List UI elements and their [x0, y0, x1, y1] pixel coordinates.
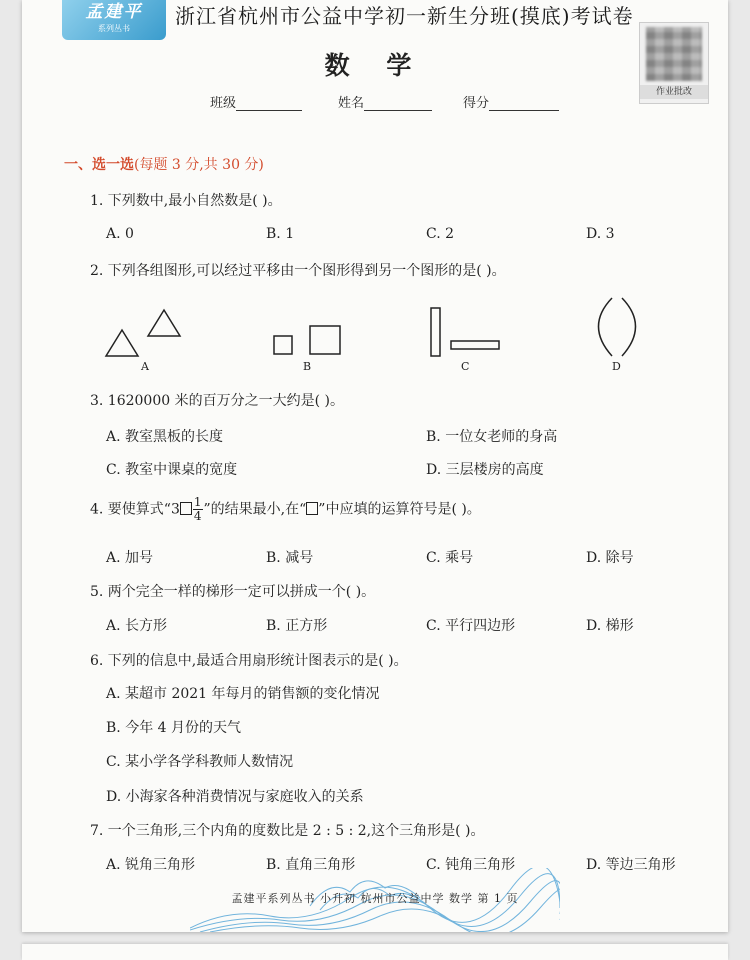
blank-box-icon	[306, 502, 318, 515]
question-3-option-d[interactable]: D. 三层楼房的高度	[426, 462, 544, 478]
question-5-option-b[interactable]: B. 正方形	[266, 618, 328, 634]
section-title: 一、选一选	[64, 157, 134, 173]
question-6-option-b[interactable]: B. 今年 4 月份的天气	[106, 720, 241, 736]
square-small	[274, 336, 292, 354]
subject-title: 数 学	[324, 51, 426, 80]
figure-label-b[interactable]: B	[303, 360, 312, 373]
section-note: (每题 3 分,共 30 分)	[134, 157, 264, 173]
logo-main-text: 孟建平	[85, 2, 143, 22]
figure-label-d[interactable]: D	[612, 360, 621, 373]
name-blank[interactable]	[364, 96, 432, 111]
score-blank[interactable]	[489, 96, 559, 111]
question-7-option-c[interactable]: C. 钝角三角形	[426, 857, 516, 873]
fraction-one-quarter	[193, 496, 203, 523]
figure-label-c[interactable]: C	[461, 360, 470, 373]
question-3-option-b[interactable]: B. 一位女老师的身高	[426, 429, 558, 445]
figure-b-squares	[274, 326, 340, 354]
class-blank[interactable]	[236, 96, 302, 111]
triangle-shifted	[148, 310, 180, 336]
score-field[interactable]	[463, 92, 559, 111]
next-page-edge	[22, 944, 728, 960]
name-label: 姓名	[338, 96, 365, 111]
name-field[interactable]	[338, 92, 432, 111]
question-1-option-c[interactable]: C. 2	[426, 226, 455, 242]
question-4-option-b[interactable]: B. 减号	[266, 550, 314, 566]
question-4-option-c[interactable]: C. 乘号	[426, 550, 474, 566]
question-4-stem	[90, 496, 481, 523]
score-label: 得分	[463, 96, 490, 111]
page-footer: 孟建平系列丛书 小升初 杭州市公益中学 数学 第 1 页	[231, 892, 519, 905]
question-3-stem: 3. 1620000 米的百万分之一大约是( )。	[90, 393, 344, 409]
square-large	[310, 326, 340, 354]
bar-vertical	[431, 308, 440, 356]
question-6-option-d[interactable]: D. 小海家各种消费情况与家庭收入的关系	[106, 789, 364, 805]
figure-c-bars	[431, 308, 499, 356]
bar-horizontal	[451, 341, 499, 349]
figure-d-arcs	[599, 298, 636, 356]
question-7-stem: 7. 一个三角形,三个内角的度数比是 2 : 5 : 2,这个三角形是( )。	[90, 823, 485, 839]
question-5-option-a[interactable]: A. 长方形	[106, 618, 168, 634]
class-field[interactable]	[210, 92, 302, 111]
arc-left	[599, 298, 613, 356]
question-5-stem: 5. 两个完全一样的梯形一定可以拼成一个( )。	[90, 584, 376, 600]
section-heading	[64, 154, 264, 174]
question-4-option-d[interactable]: D. 除号	[586, 550, 634, 566]
question-1-option-d[interactable]: D. 3	[586, 226, 615, 242]
arc-right	[622, 298, 636, 356]
figure-a-triangles	[106, 310, 180, 356]
blank-box-icon	[180, 502, 192, 515]
question-5-option-c[interactable]: C. 平行四边形	[426, 618, 516, 634]
question-7-option-a[interactable]: A. 锐角三角形	[106, 857, 196, 873]
question-3-option-a[interactable]: A. 教室黑板的长度	[106, 429, 224, 445]
logo-sub-text: 系列丛书	[98, 24, 130, 33]
question-7-option-b[interactable]: B. 直角三角形	[266, 857, 356, 873]
question-1-option-b[interactable]: B. 1	[266, 226, 295, 242]
triangle-small	[106, 330, 138, 356]
question-1-option-a[interactable]: A. 0	[106, 226, 134, 242]
question-5-option-d[interactable]: D. 梯形	[586, 618, 634, 634]
question-1-stem: 1. 下列数中,最小自然数是( )。	[90, 193, 282, 209]
question-3-option-c[interactable]: C. 教室中课桌的宽度	[106, 462, 238, 478]
fraction-numerator: 1	[193, 495, 202, 509]
question-2-figures	[0, 290, 750, 380]
question-6-option-c[interactable]: C. 某小学各学科教师人数情况	[106, 754, 294, 770]
class-label: 班级	[210, 96, 237, 111]
question-2-stem: 2. 下列各组图形,可以经过平移由一个图形得到另一个图形的是( )。	[90, 263, 506, 279]
question-4-stem-middle: ”的结果最小,在“	[203, 501, 307, 518]
qr-caption: 作业批改	[640, 85, 708, 99]
fraction-denominator: 4	[193, 509, 202, 523]
publisher-logo	[62, 0, 166, 40]
exam-title: 浙江省杭州市公益中学初一新生分班(摸底)考试卷	[175, 4, 634, 28]
question-7-option-d[interactable]: D. 等边三角形	[586, 857, 676, 873]
question-4-stem-start: 4. 要使算式“3	[90, 501, 180, 518]
question-6-stem: 6. 下列的信息中,最适合用扇形统计图表示的是( )。	[90, 653, 408, 669]
question-4-option-a[interactable]: A. 加号	[106, 550, 154, 566]
figure-label-a[interactable]: A	[141, 360, 149, 373]
question-6-option-a[interactable]: A. 某超市 2021 年每月的销售额的变化情况	[106, 686, 380, 702]
question-4-stem-end: ”中应填的运算符号是( )。	[318, 501, 481, 518]
